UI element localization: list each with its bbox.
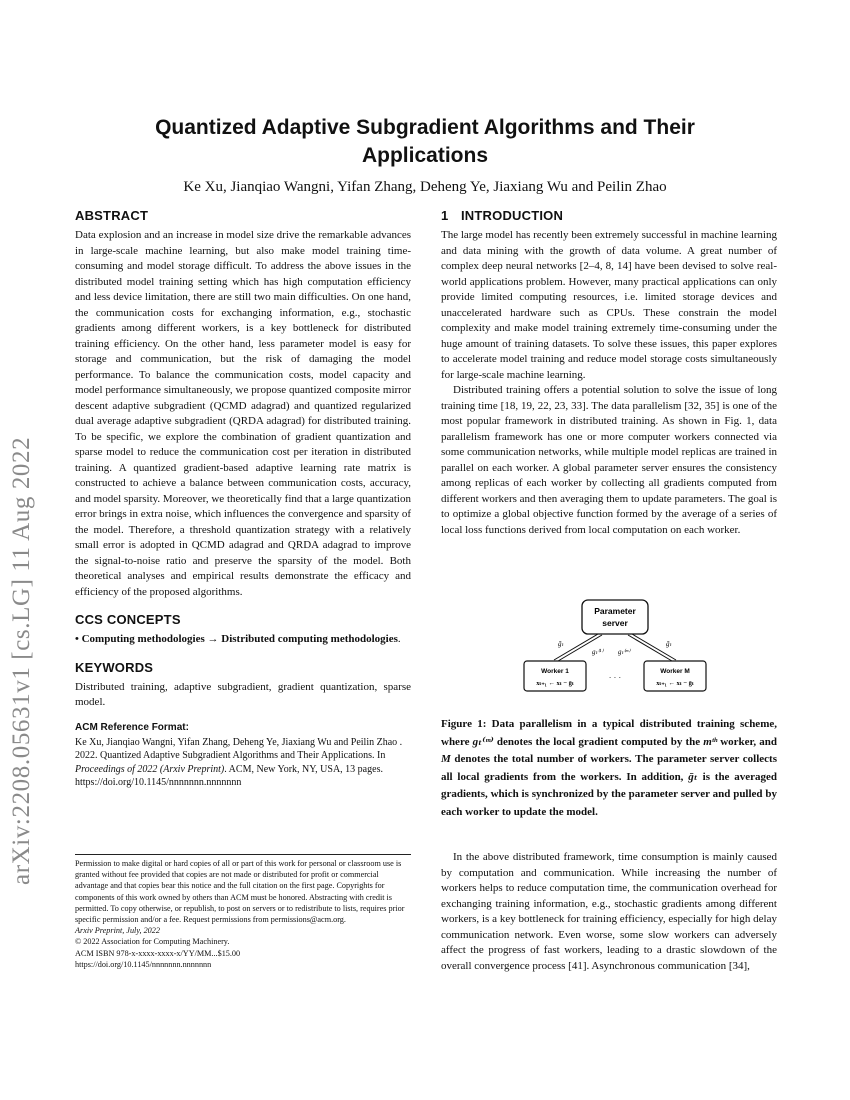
footer-doi: https://doi.org/10.1145/nnnnnnn.nnnnnnn (75, 959, 212, 969)
arrow-up-right (628, 635, 672, 661)
caption-symbol-M: M (441, 753, 451, 765)
ccs-period: . (397, 633, 401, 645)
footer-copyright: © 2022 Association for Computing Machinery. (75, 937, 230, 947)
left-column (75, 208, 411, 790)
permission-text: Permission to make digital or hard copies of all or part of this work for personal or classroom use is granted without fee provided that copies are not made or distributed for profit or commercial advantage and that copies bear this notice and the full citation on the first page. Copyrights for components of this work owned by others than ACM must be honored. Abstracting with credit is permitted. To copy otherwise, or republish, to post on servers or to redistribute to lists, requires prior specific permission and/or a fee. Request permissions from permissions@acm.org. (75, 859, 405, 925)
worker-1-update: xₜ₊₁ ← xₜ − ḡₜ (536, 680, 574, 687)
intro-continued (441, 850, 777, 974)
acm-reference-doi: . ACM, New York, NY, USA, 13 pages. https://doi.org/10.1145/nnnnnnn.nnnnnnn (75, 763, 383, 788)
caption-part-3: worker, and (717, 735, 778, 748)
figure-1-diagram (520, 598, 710, 698)
ccs-concept: Computing methodologies → Distributed computing methodologies (81, 633, 398, 645)
worker-1-label: Worker 1 (541, 668, 569, 675)
paper-title: Quantized Adaptive Subgradient Algorithms and Their Applications (155, 116, 695, 167)
footer-venue: Arxiv Preprint, July, 2022 (75, 926, 160, 936)
server-label-line1: Parameter (594, 606, 636, 616)
acm-reference-authors: Ke Xu, Jianqiao Wangni, Yifan Zhang, Deheng Ye, Jiaxiang Wu and Peilin Zhao . 2022. Quantized Adaptive Subgradient Algorithms and Their Applications. In (75, 736, 403, 761)
caption-part-2: denotes the local gradient computed by the (493, 735, 704, 748)
introduction-title: INTRODUCTION (461, 208, 564, 223)
section-number: 1 (441, 208, 449, 223)
worker-ellipsis: · · · (608, 673, 622, 682)
intro-paragraph-2: Distributed training offers a potential solution to solve the issue of long training time [18, 19, 22, 23, 33]. The data parallelism [32, 35] is one of the most popular framework in distributed training. As shown in Fig. 1, data parallelism framework has one or more computer workers connected via some communication networks, while multiple model replicas are trained in parallel on each worker. A global parameter server ensures the consistency among replicas of each worker by collecting all gradients computed from different workers and then averaging them to update parameters. The goal is to optimize a global objective function formed by the average of a series of local loss functions derived from local computation on each worker. (441, 384, 777, 536)
arxiv-identifier-stamp: arXiv:2208.05631v1 [cs.LG] 11 Aug 2022 (8, 436, 35, 885)
caption-symbol-gbar: ḡₜ (688, 770, 698, 783)
abstract-text: Data explosion and an increase in model size drive the remarkable advances in large-scale machine learning, but also make model training time-consuming and model storage difficult. To address the above issues in the distributed model training setting which has high computation efficiency and less device limitation, there are still two main difficulties. On one hand, the communication costs for exchanging information, e.g., stochastic gradients among different workers, is a key bottleneck for distributed training efficiency. On the other hand, less parameter model is easy for storage and communication, but the risk of damaging the model performance. To balance the communication costs, model capacity and model performance simultaneously, we propose quantized composite mirror descent adaptive subgradient (QCMD adagrad) and quantized regularized dual average adaptive subgradient (QRDA adagrad) for distributed training. To be specific, we explore the combination of gradient quantization and sparse model to reduce the communication cost per iteration in distributed training. A quantized gradient-based adaptive learning rate matrix is constructed to achieve a balance between communication costs, accuracy, and model sparsity. Moreover, we theoretically find that a large quantization error brings in extra noise, which influences the convergence and sparsity of the model. Therefore, a threshold quantization strategy with a relatively small error is adopted in QCMD adagrad and QRDA adagrad to improve the signal-to-noise ratio and preserve the sparsity of the model. Both theoretical analyses and empirical results demonstrate the efficacy and efficiency of the proposed algorithms. (75, 229, 411, 598)
right-column (441, 208, 777, 538)
author-list: Ke Xu, Jianqiao Wangni, Yifan Zhang, Deheng Ye, Jiaxiang Wu and Peilin Zhao (183, 179, 667, 195)
acm-reference-text (75, 736, 411, 790)
caption-part-4: denotes the total number of workers. The parameter server collects all local gradients from the workers. In addition, (441, 753, 777, 783)
g1-label: gₜ⁽¹⁾ (592, 648, 604, 656)
figure-1-caption (441, 716, 777, 821)
keywords-heading: KEYWORDS (75, 659, 154, 675)
intro-paragraph-1: The large model has recently been extremely successful in machine learning and data mining with the growth of data volume. A great number of complex deep neural networks [2–4, 8, 14] have been devised to solve real-world applications problem. However, many practical applications can only provide limited computing resources, i.e. limited storage devices and unaccelerated hardware such as CPUs. These constrain the model complexity and make model training extremely time-consuming under the huge amount of training datasets. To solve these issues, this paper explores to accelerate model training and reduce model storage costs simultaneously for large-scale machine learning. (441, 229, 777, 381)
permission-footer (75, 858, 411, 970)
footer-divider (75, 854, 411, 855)
caption-symbol-g: gₜ⁽ᵐ⁾ (472, 735, 494, 748)
acm-reference-heading: ACM Reference Format: (75, 721, 189, 733)
worker-m-label: Worker M (660, 668, 690, 675)
footer-isbn: ACM ISBN 978-x-xxxx-xxxx-x/YY/MM...$15.00 (75, 948, 241, 958)
caption-symbol-m: mᵗʰ (703, 735, 718, 748)
caption-part-5: is the averaged gradients, which is synchronized by the parameter server and pulled by each worker to update the model. (441, 770, 778, 818)
ccs-bullet: • (75, 633, 79, 645)
gm-label: gₜ⁽ᵐ⁾ (618, 648, 630, 656)
gbar-label-left: ḡₜ (558, 640, 564, 648)
caption-part-1: Figure 1: Data parallelism in a typical distributed training scheme, where (441, 718, 777, 748)
gbar-label-right: ḡₜ (666, 640, 672, 648)
introduction-heading (441, 208, 777, 224)
worker-m-update: xₜ₊₁ ← xₜ − ḡₜ (656, 680, 694, 687)
server-label-line2: server (602, 618, 628, 628)
abstract-heading: ABSTRACT (75, 208, 149, 223)
keywords-text: Distributed training, adaptive subgradient, gradient quantization, sparse model. (75, 680, 411, 708)
ccs-heading: CCS CONCEPTS (75, 612, 181, 627)
intro-paragraph-3: In the above distributed framework, time consumption is mainly caused by computation and communication. While increasing the number of workers helps to reduce computation time, the communication overhead for exchanging training information, e.g., stochastic gradients among different workers, is a key bottleneck for training efficiency, especially for high delay communication network. Even worse, some slow workers can adversely affect the progress of fast workers, leading to a drastic slowdown of the overall convergence process [41]. Asynchronous communication [34], (441, 851, 777, 972)
acm-reference-venue: Proceedings of 2022 (Arxiv Preprint) (75, 763, 225, 775)
ccs-concepts (75, 632, 411, 648)
